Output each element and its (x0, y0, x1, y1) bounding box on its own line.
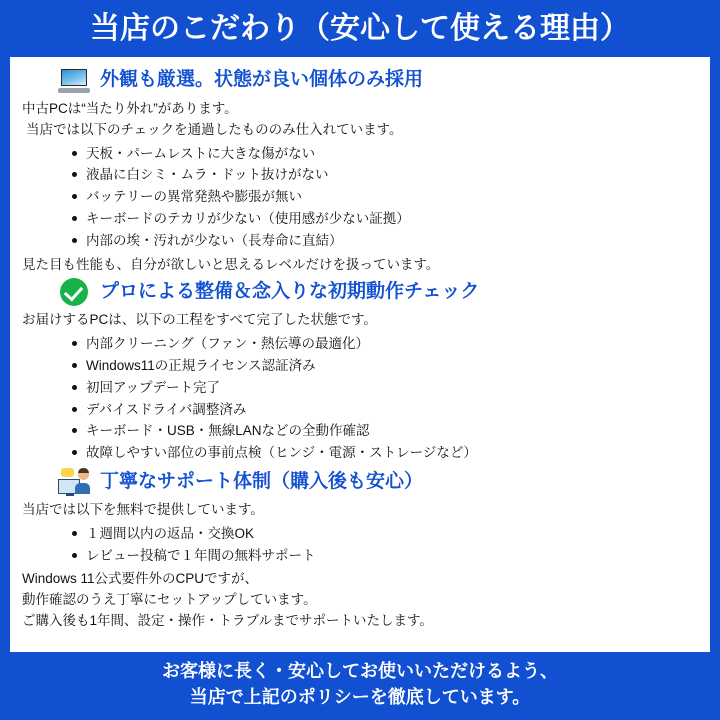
list-item: １週間以内の返品・交換OK (72, 523, 700, 545)
section-point-list (20, 523, 700, 567)
section-tail-2: 動作確認のうえ丁寧にセットアップしています。 (22, 592, 317, 608)
section-lead-1: 中古PCは“当たり外れ”があります。 (22, 100, 238, 116)
content-card (10, 57, 710, 652)
list-item: 内部クリーニング（ファン・熱伝導の最適化） (72, 333, 700, 355)
list-item: 故障しやすい部位の事前点検（ヒンジ・電源・ストレージなど） (72, 442, 700, 464)
section-header (20, 67, 700, 95)
laptop-icon (58, 67, 90, 95)
list-item: キーボード・USB・無線LANなどの全動作確認 (72, 420, 700, 442)
section-header (20, 468, 700, 496)
list-item: Windows11の正規ライセンス認証済み (72, 355, 700, 377)
section-tail-3: ご購入後も1年間、設定・操作・トラブルまでサポートいたします。 (22, 612, 433, 628)
section-tail-1: Windows 11公式要件外のCPUですが、 (22, 571, 259, 587)
list-item: デバイスドライバ調整済み (72, 399, 700, 421)
section-header (20, 278, 700, 306)
section-appearance (20, 67, 700, 275)
section-point-list (20, 333, 700, 464)
green-check-icon (58, 278, 90, 306)
footer-line-1: お客様に長く・安心してお使いいただけるよう、 (162, 660, 558, 681)
footer-message (0, 652, 720, 720)
section-support (20, 468, 700, 630)
page-title: 当店のこだわり（安心して使える理由） (90, 12, 630, 45)
section-title: 外観も厳選。状態が良い個体のみ採用 (100, 69, 424, 91)
list-item: 初回アップデート完了 (72, 377, 700, 399)
support-agent-icon (58, 468, 90, 496)
section-maintenance (20, 278, 700, 464)
list-item: バッテリーの異常発熱や膨張が無い (72, 186, 700, 208)
section-lead-1: 当店では以下を無料で提供しています。 (22, 502, 264, 518)
list-item: キーボードのテカリが少ない（使用感が少ない証拠） (72, 208, 700, 230)
list-item: レビュー投稿で１年間の無料サポート (72, 545, 700, 567)
section-title: プロによる整備＆念入りな初期動作チェック (100, 281, 480, 303)
list-item: 天板・パームレストに大きな傷がない (72, 143, 700, 165)
footer-line-2: 当店で上記のポリシーを徹底しています。 (189, 686, 531, 707)
section-title: 丁寧なサポート体制（購入後も安心） (100, 470, 424, 492)
section-lead-2: 当店では以下のチェックを通過したもののみ仕入れています。 (26, 122, 403, 138)
section-point-list (20, 143, 700, 252)
list-item: 液晶に白シミ・ムラ・ドット抜けがない (72, 164, 700, 186)
section-lead-1: お届けするPCは、以下の工程をすべて完了した状態です。 (22, 312, 377, 328)
section-tail: 見た目も性能も、自分が欲しいと思えるレベルだけを扱っています。 (22, 256, 440, 272)
list-item: 内部の埃・汚れが少ない（長寿命に直結） (72, 230, 700, 252)
